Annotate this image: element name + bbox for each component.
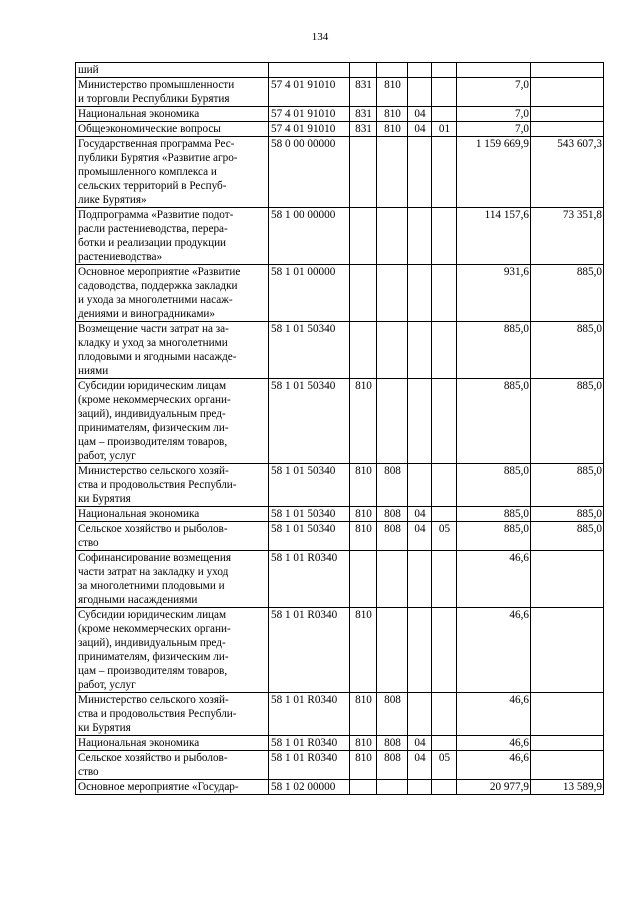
amount-cell-1: 20 977,9: [457, 780, 531, 795]
expense-type-cell: [432, 379, 457, 464]
target-code-cell: [269, 63, 350, 78]
target-code-cell: 58 1 02 00000: [269, 780, 350, 795]
row-name-cell: ший: [76, 63, 269, 78]
row-name-cell: Возмещение части затрат на за- кладку и уход за многолетними плодовыми и ягодными насажде- ниями: [76, 322, 269, 379]
subsection-code-cell: [408, 693, 432, 736]
amount-cell-2: [531, 78, 604, 107]
amount-cell-1: 7,0: [457, 78, 531, 107]
table-row: [76, 265, 604, 322]
amount-cell-2: [531, 122, 604, 137]
grbs-code-cell: [350, 551, 377, 608]
section-code-cell: 810: [377, 107, 408, 122]
grbs-code-cell: [350, 208, 377, 265]
expense-type-cell: [432, 265, 457, 322]
grbs-code-cell: 831: [350, 122, 377, 137]
row-name-cell: Основное мероприятие «Развитие садоводства, поддержка закладки и ухода за многолетними насаж- дениями и виноградниками»: [76, 265, 269, 322]
grbs-code-cell: [350, 780, 377, 795]
amount-cell-2: 885,0: [531, 379, 604, 464]
grbs-code-cell: 831: [350, 78, 377, 107]
grbs-code-cell: 810: [350, 507, 377, 522]
section-code-cell: [377, 608, 408, 693]
row-name-cell: Общеэкономические вопросы: [76, 122, 269, 137]
row-name-cell: Субсидии юридическим лицам (кроме некоммерческих органи- заций), индивидуальным пред- принимателям, физическим ли- цам – производителям товаров, работ, услуг: [76, 379, 269, 464]
row-name-cell: Подпрограмма «Развитие подот- расли растениеводства, перера- ботки и реализации продукции растениеводства»: [76, 208, 269, 265]
grbs-code-cell: [350, 265, 377, 322]
table-row: [76, 507, 604, 522]
table-row: [76, 63, 604, 78]
expense-type-cell: [432, 507, 457, 522]
target-code-cell: 58 1 01 R0340: [269, 551, 350, 608]
grbs-code-cell: 810: [350, 608, 377, 693]
grbs-code-cell: 810: [350, 693, 377, 736]
amount-cell-2: [531, 63, 604, 78]
table-row: [76, 379, 604, 464]
page-number: 134: [311, 31, 329, 43]
amount-cell-2: 543 607,3: [531, 137, 604, 208]
subsection-code-cell: 04: [408, 736, 432, 751]
table-row: [76, 78, 604, 107]
target-code-cell: 57 4 01 91010: [269, 107, 350, 122]
expense-type-cell: 05: [432, 751, 457, 780]
subsection-code-cell: [408, 608, 432, 693]
target-code-cell: 58 1 01 50340: [269, 507, 350, 522]
target-code-cell: 58 1 00 00000: [269, 208, 350, 265]
table-row: [76, 122, 604, 137]
amount-cell-1: 931,6: [457, 265, 531, 322]
section-code-cell: [377, 63, 408, 78]
expense-type-cell: [432, 736, 457, 751]
expense-type-cell: [432, 137, 457, 208]
target-code-cell: 57 4 01 91010: [269, 122, 350, 137]
budget-table: [75, 62, 604, 795]
section-code-cell: 808: [377, 736, 408, 751]
amount-cell-2: [531, 107, 604, 122]
subsection-code-cell: [408, 78, 432, 107]
amount-cell-1: 885,0: [457, 522, 531, 551]
subsection-code-cell: [408, 322, 432, 379]
grbs-code-cell: 810: [350, 464, 377, 507]
subsection-code-cell: [408, 780, 432, 795]
row-name-cell: Национальная экономика: [76, 107, 269, 122]
subsection-code-cell: [408, 137, 432, 208]
subsection-code-cell: 04: [408, 122, 432, 137]
table-body: [76, 63, 604, 795]
section-code-cell: 808: [377, 507, 408, 522]
amount-cell-2: [531, 551, 604, 608]
target-code-cell: 58 1 01 00000: [269, 265, 350, 322]
subsection-code-cell: [408, 265, 432, 322]
subsection-code-cell: [408, 208, 432, 265]
expense-type-cell: [432, 608, 457, 693]
amount-cell-2: 73 351,8: [531, 208, 604, 265]
table-row: [76, 780, 604, 795]
target-code-cell: 57 4 01 91010: [269, 78, 350, 107]
table-row: [76, 693, 604, 736]
amount-cell-1: 46,6: [457, 608, 531, 693]
amount-cell-2: 885,0: [531, 464, 604, 507]
table-row: [76, 736, 604, 751]
row-name-cell: Министерство сельского хозяй- ства и продовольствия Республи- ки Бурятия: [76, 693, 269, 736]
section-code-cell: [377, 379, 408, 464]
amount-cell-2: 885,0: [531, 265, 604, 322]
amount-cell-2: [531, 736, 604, 751]
section-code-cell: 808: [377, 751, 408, 780]
target-code-cell: 58 1 01 R0340: [269, 736, 350, 751]
amount-cell-2: 885,0: [531, 322, 604, 379]
amount-cell-1: 46,6: [457, 751, 531, 780]
subsection-code-cell: [408, 464, 432, 507]
amount-cell-2: 13 589,9: [531, 780, 604, 795]
expense-type-cell: [432, 107, 457, 122]
section-code-cell: 808: [377, 522, 408, 551]
subsection-code-cell: 04: [408, 107, 432, 122]
section-code-cell: [377, 780, 408, 795]
amount-cell-2: [531, 608, 604, 693]
table-row: [76, 322, 604, 379]
amount-cell-1: 885,0: [457, 507, 531, 522]
subsection-code-cell: [408, 63, 432, 78]
expense-type-cell: [432, 322, 457, 379]
amount-cell-2: 885,0: [531, 522, 604, 551]
expense-type-cell: [432, 693, 457, 736]
amount-cell-1: 46,6: [457, 551, 531, 608]
grbs-code-cell: 831: [350, 107, 377, 122]
table-row: [76, 208, 604, 265]
target-code-cell: 58 1 01 50340: [269, 464, 350, 507]
expense-type-cell: 05: [432, 522, 457, 551]
subsection-code-cell: 04: [408, 522, 432, 551]
grbs-code-cell: [350, 137, 377, 208]
amount-cell-1: 885,0: [457, 322, 531, 379]
subsection-code-cell: 04: [408, 751, 432, 780]
expense-type-cell: [432, 780, 457, 795]
amount-cell-1: 7,0: [457, 122, 531, 137]
table-row: [76, 608, 604, 693]
row-name-cell: Министерство промышленности и торговли Республики Бурятия: [76, 78, 269, 107]
expense-type-cell: 01: [432, 122, 457, 137]
table-row: [76, 107, 604, 122]
section-code-cell: 810: [377, 78, 408, 107]
grbs-code-cell: 810: [350, 736, 377, 751]
amount-cell-1: 46,6: [457, 736, 531, 751]
row-name-cell: Сельское хозяйство и рыболов- ство: [76, 522, 269, 551]
amount-cell-1: 46,6: [457, 693, 531, 736]
row-name-cell: Основное мероприятие «Государ-: [76, 780, 269, 795]
amount-cell-2: [531, 751, 604, 780]
target-code-cell: 58 1 01 50340: [269, 379, 350, 464]
expense-type-cell: [432, 63, 457, 78]
target-code-cell: 58 1 01 50340: [269, 522, 350, 551]
row-name-cell: Субсидии юридическим лицам (кроме некоммерческих органи- заций), индивидуальным пред- принимателям, физическим ли- цам – производителям товаров, работ, услуг: [76, 608, 269, 693]
amount-cell-1: 885,0: [457, 464, 531, 507]
target-code-cell: 58 1 01 R0340: [269, 751, 350, 780]
amount-cell-1: 885,0: [457, 379, 531, 464]
grbs-code-cell: 810: [350, 379, 377, 464]
target-code-cell: 58 0 00 00000: [269, 137, 350, 208]
target-code-cell: 58 1 01 50340: [269, 322, 350, 379]
amount-cell-2: 885,0: [531, 507, 604, 522]
row-name-cell: Сельское хозяйство и рыболов- ство: [76, 751, 269, 780]
table-row: [76, 551, 604, 608]
amount-cell-1: [457, 63, 531, 78]
grbs-code-cell: [350, 322, 377, 379]
section-code-cell: [377, 551, 408, 608]
target-code-cell: 58 1 01 R0340: [269, 693, 350, 736]
table-row: [76, 137, 604, 208]
amount-cell-1: 114 157,6: [457, 208, 531, 265]
subsection-code-cell: [408, 379, 432, 464]
table-row: [76, 522, 604, 551]
grbs-code-cell: [350, 63, 377, 78]
grbs-code-cell: 810: [350, 751, 377, 780]
table-row: [76, 464, 604, 507]
grbs-code-cell: 810: [350, 522, 377, 551]
expense-type-cell: [432, 208, 457, 265]
row-name-cell: Национальная экономика: [76, 507, 269, 522]
expense-type-cell: [432, 464, 457, 507]
expense-type-cell: [432, 78, 457, 107]
row-name-cell: Министерство сельского хозяй- ства и продовольствия Республи- ки Бурятия: [76, 464, 269, 507]
row-name-cell: Софинансирование возмещения части затрат на закладку и уход за многолетними плодовыми и ягодными насаждениями: [76, 551, 269, 608]
section-code-cell: [377, 322, 408, 379]
amount-cell-2: [531, 693, 604, 736]
row-name-cell: Национальная экономика: [76, 736, 269, 751]
table-row: [76, 751, 604, 780]
expense-type-cell: [432, 551, 457, 608]
section-code-cell: [377, 265, 408, 322]
section-code-cell: 810: [377, 122, 408, 137]
amount-cell-1: 1 159 669,9: [457, 137, 531, 208]
target-code-cell: 58 1 01 R0340: [269, 608, 350, 693]
subsection-code-cell: 04: [408, 507, 432, 522]
section-code-cell: 808: [377, 693, 408, 736]
row-name-cell: Государственная программа Рес- публики Бурятия «Развитие агро- промышленного комплекса и сельских территорий в Респуб- лике Бурятия»: [76, 137, 269, 208]
section-code-cell: [377, 208, 408, 265]
subsection-code-cell: [408, 551, 432, 608]
amount-cell-1: 7,0: [457, 107, 531, 122]
section-code-cell: [377, 137, 408, 208]
section-code-cell: 808: [377, 464, 408, 507]
